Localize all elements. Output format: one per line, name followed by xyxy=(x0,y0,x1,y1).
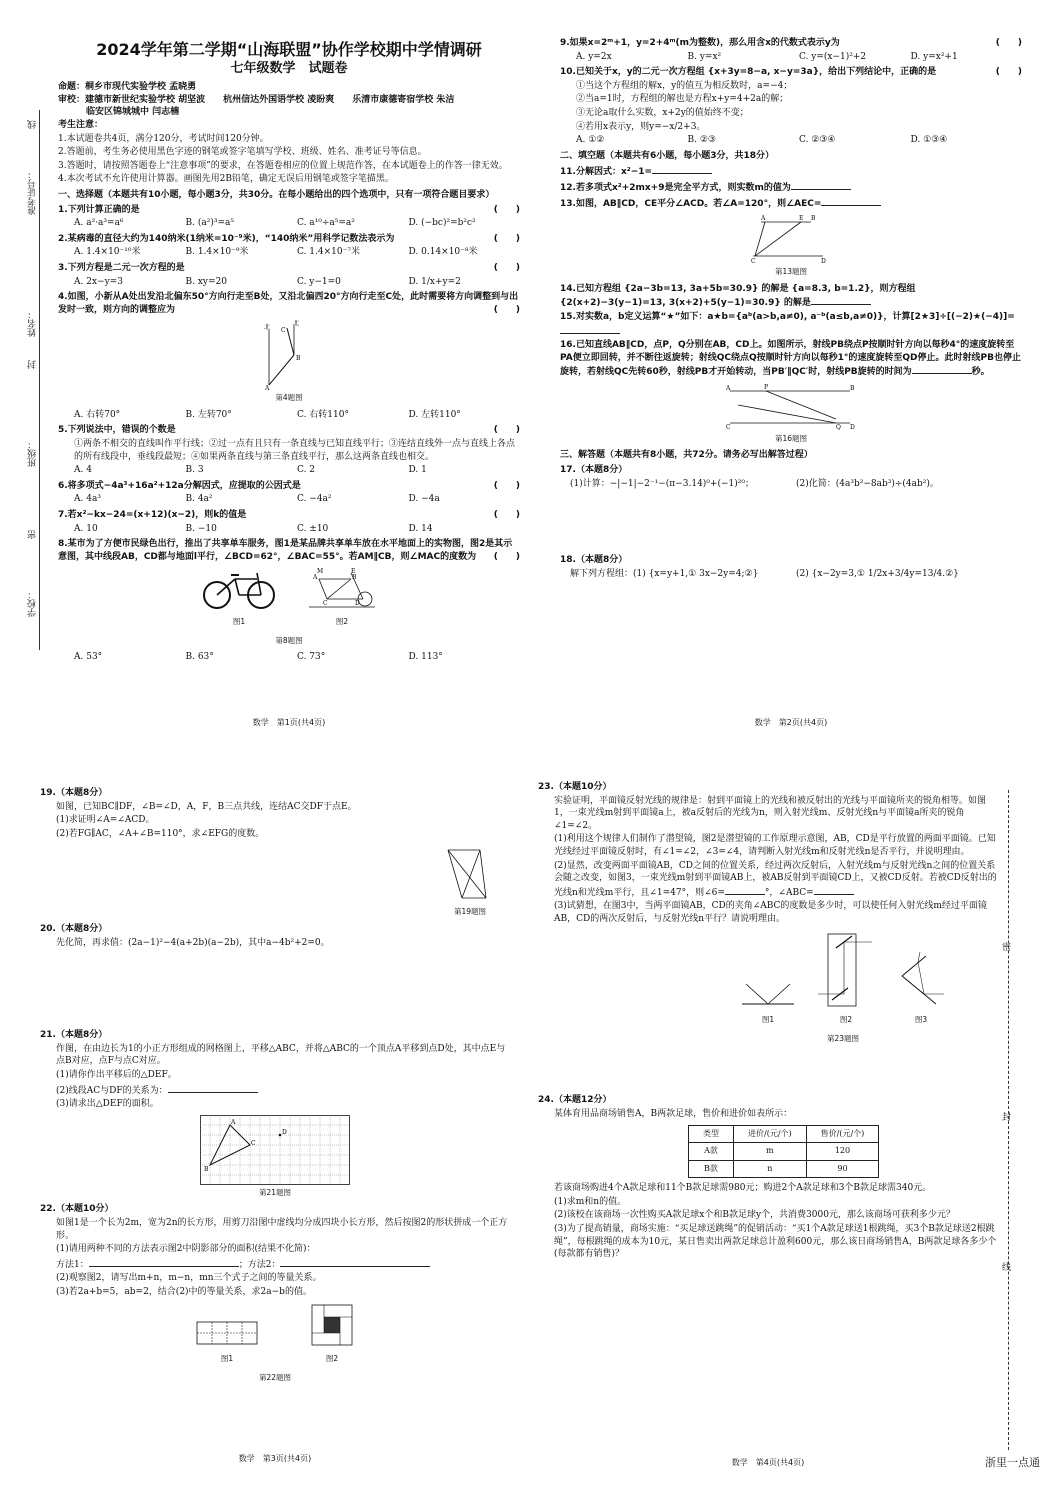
question-24: 24.（本题12分） xyxy=(538,1095,612,1106)
svg-text:B: B xyxy=(811,215,816,223)
label-exam-number: 准考证号： xyxy=(28,170,38,215)
svg-text:M: M xyxy=(317,568,324,576)
svg-text:B: B xyxy=(850,384,855,392)
answer-parens: ( ) xyxy=(493,204,520,215)
note-item: 4.本次考试不允许使用计算器。画图先用2B铅笔，确定无误后用钢笔或签字笔描黑。 xyxy=(58,174,394,185)
reviewer-line: 审校：建德市新世纪实验学校 胡坚波 杭州信达外国语学校 凌盼爽 乐清市康德寄宿学校 朱洁 xyxy=(58,94,455,105)
answer-blank[interactable] xyxy=(560,324,620,334)
svg-text:A: A xyxy=(761,215,766,223)
question-text: 10.已知关于x，y的二元一次方程组 {x+3y=8−a, x−y=3a}，给出下列结论中，正确的是 xyxy=(560,67,937,78)
answer-parens: ( ) xyxy=(995,38,1022,48)
answer-parens: ( ) xyxy=(493,551,520,562)
question-19: 19.（本题8分） xyxy=(40,788,108,798)
question-part: (2)若FG∥AC，∠A+∠B=110°，求∠EFG的度数。 xyxy=(56,828,265,839)
svg-text:B: B xyxy=(352,574,357,582)
question-15: 15.对实数a，b定义运算“★”如下：a★b={aᵇ(a>b,a≠0), a⁻ᵇ(a≤b,a≠0)}，计算[2★3]÷[(−2)★(−4)]= xyxy=(560,311,1022,338)
question-22: 22.（本题10分） xyxy=(40,1204,114,1215)
parallel-lines-diagram xyxy=(751,214,831,264)
section-heading-choice: 一、选择题（本题共有10小题，每小题3分，共30分。在每小题给出的四个选项中，只有一项符合题目要求） xyxy=(58,189,495,200)
table-row: B款 n 90 xyxy=(689,1160,879,1178)
caption-fig1: 图1 xyxy=(232,617,246,626)
question-text: 作图，在由边长为1的小正方形组成的网格图上，平移△ABC，并将△ABC的一个顶点A平移到点D处，其中点E与点B对应，点F与点C对应。 xyxy=(56,1043,506,1067)
page-3 xyxy=(40,786,510,1466)
figure-q23 xyxy=(538,930,998,1031)
answer-parens: ( ) xyxy=(493,262,520,273)
caption-fig1: 图1 xyxy=(220,1354,234,1364)
margin-mark-secret: 密 xyxy=(28,530,38,539)
answer-parens: ( ) xyxy=(493,425,520,436)
exam-subtitle: 七年级数学 试题卷 xyxy=(230,60,348,76)
bicycle-photo-icon xyxy=(201,569,277,611)
note-item: 2.答题前，考生务必使用黑色字迹的钢笔或签字笔填写学校、班级、姓名、准考证号等信息。 xyxy=(58,147,427,158)
question-21: 21.（本题8分） xyxy=(40,1030,108,1041)
figure-q8 xyxy=(58,567,520,632)
question-text: 某体育用品商场销售A，B两款足球，售价和进价如表所示： xyxy=(554,1108,793,1119)
caption-fig1: 图1 xyxy=(761,1015,775,1025)
question-text: 实验证明，平面镜反射光线的规律是：射到平面镜上的光线和被反射出的光线与平面镜所夹的锐角相等。如图1，一束光线m射到平面镜a上，被a反射后的光线为n，则入射光线m、反射光线n与平面镜a所夹的锐角∠1=∠2。 xyxy=(554,795,987,831)
svg-text:D: D xyxy=(282,1128,287,1136)
svg-text:Q: Q xyxy=(836,423,841,431)
question-text: 1.下列计算正确的是 xyxy=(58,204,140,215)
question-part: (2)线段AC与DF的关系为： xyxy=(40,1083,510,1098)
svg-text:E: E xyxy=(799,215,804,223)
question-text: 若该商场购进4个A款足球和11个B款足球需980元；购进2个A款足球和3个B款足球需340元。 xyxy=(554,1183,932,1194)
figure-q19 xyxy=(40,844,510,904)
mirror-diagram xyxy=(740,980,796,1010)
figure-q21 xyxy=(40,1115,510,1185)
svg-text:A: A xyxy=(313,574,318,582)
caption-q21: 第21题图 xyxy=(258,1187,292,1197)
rectangle-diagram xyxy=(195,1318,259,1348)
question-part: (1)求证明∠A=∠ACD。 xyxy=(56,815,155,826)
question-2 xyxy=(58,233,520,246)
label-school: 学校： xyxy=(28,590,38,617)
note-item: 3.答题时，请按照答题卷上“注意事项”的要求，在答题卷相应的位置上规范作答，在本试题卷上的作答一律无效。 xyxy=(58,160,508,171)
question-part: (1)请用两种不同的方法表示图2中阴影部分的面积(结果不化简)： xyxy=(56,1244,316,1255)
question-11: 11.分解因式：x²−1= xyxy=(560,164,1022,179)
price-table xyxy=(688,1125,879,1179)
question-16: 16.已知直线AB∥CD，点P，Q分别在AB，CD上。如图所示，射线PB绕点P按顺时针方向以每秒4°的速度旋转至PA便立即回转，并不断往返旋转；射线QC绕点Q按顺时针方向以每秒1°的速度旋转至QD停止。此时射线PB也停止旋转，若射线QC先转60秒，射线PB才开始转动，当PB′∥QC′时，射线PB旋转的时间为 秒。 xyxy=(560,340,1021,378)
caption-fig2: 图2 xyxy=(325,1354,339,1364)
svg-text:C: C xyxy=(281,327,286,335)
question-text: 8.某市为了方便市民绿色出行，推出了共享单车服务，图1是某品牌共享单车放在水平地面上的实物图，图2是其示意图，其中线段AB，CD都与地面l平行，∠BCD=62°，∠BAC=55°。若AM∥CB，则∠MAC的度数为 xyxy=(58,539,513,562)
answer-blank[interactable] xyxy=(89,1257,239,1267)
options-2: A. 1.4×10⁻¹⁰米 B. 1.4×10⁻⁹米 C. 1.4×10⁻⁷米 D. 0.14×10⁻⁸米 xyxy=(74,247,478,258)
svg-text:北: 北 xyxy=(293,320,300,328)
answer-blank[interactable] xyxy=(912,364,972,374)
answer-blank[interactable] xyxy=(814,885,854,895)
options-3: A. 2x−y=3 B. xy=20 C. y−1=0 D. 1/x+y=2 xyxy=(74,276,461,287)
page-footer: 数学 第1页(共4页) xyxy=(252,718,326,728)
grid-diagram xyxy=(200,1115,350,1185)
question-text: 如图，已知BC∥DF，∠B=∠D，A，F，B三点共线，连结AC交DF于点E。 xyxy=(56,801,357,812)
answer-blank[interactable] xyxy=(280,1257,430,1267)
parallel-lines-diagram xyxy=(440,844,490,904)
question-part: (2)该校在该商场一次性购买A款足球x个和B款足球y个，共消费3000元，那么该商场可获利多少元？ xyxy=(554,1210,955,1221)
section-heading-fill: 二、填空题（本题共有6小题，每小题3分，共18分） xyxy=(560,150,775,161)
question-text: 2.某病毒的直径大约为140纳米(1纳米=10⁻⁹米)，“140纳米”用科学记数法表示为 xyxy=(58,233,395,244)
section-heading-solve: 三、解答题（本题共有8小题，共72分。请务必写出解答过程） xyxy=(560,450,813,461)
angled-mirror-diagram xyxy=(896,950,946,1010)
svg-text:D: D xyxy=(821,258,826,265)
question-10 xyxy=(560,66,1022,79)
author-line: 命题：桐乡市现代实验学校 孟晓勇 xyxy=(58,82,197,93)
answer-blank[interactable] xyxy=(168,1083,258,1093)
question-1 xyxy=(58,204,520,217)
question-20: 20.（本题8分） xyxy=(40,923,108,934)
caption-q16: 第16题图 xyxy=(774,433,808,443)
answer-blank[interactable] xyxy=(811,295,871,305)
caption-q23: 第23题图 xyxy=(826,1033,860,1043)
options-7: A. 10 B. −10 C. ±10 D. 14 xyxy=(74,523,433,534)
statement: ②当a=1时，方程组的解也是方程x+y=4+2a的解； xyxy=(576,94,789,105)
question-text: 9.如果x=2ᵐ+1，y=2+4ᵐ(m为整数)，那么用含x的代数式表示y为 xyxy=(560,38,840,48)
question-7 xyxy=(58,509,520,522)
label-name: 姓名： xyxy=(28,310,38,337)
question-text: 4.如图，小新从A处出发沿北偏东50°方向行走至B处，又沿北偏西20°方向行走至C处，此时需要将方向调整到与出发时一致，则方向的调整应为 xyxy=(58,292,519,315)
question-part: (3)若2a+b=5，ab=2，结合(2)中的等量关系，求2a−b的值。 xyxy=(56,1286,312,1297)
options-4: A. 右转70° B. 左转70° C. 右转110° D. 左转110° xyxy=(74,409,461,420)
answer-parens: ( ) xyxy=(493,480,520,491)
answer-parens: ( ) xyxy=(493,304,520,315)
caption-fig2: 图2 xyxy=(839,1015,853,1025)
svg-text:C: C xyxy=(323,600,328,608)
figure-q16 xyxy=(560,383,1022,431)
page-footer: 数学 第3页(共4页) xyxy=(238,1454,312,1464)
answer-parens: ( ) xyxy=(493,510,520,521)
question-part: (3)请求出△DEF的面积。 xyxy=(56,1099,159,1110)
direction-diagram xyxy=(259,320,319,390)
svg-text:A: A xyxy=(231,1118,236,1126)
question-text: 3.下列方程是二元一次方程的是 xyxy=(58,262,185,273)
question-text: 先化简，再求值：(2a−1)²−4(a+2b)(a−2b)，其中a−4b²+2=0。 xyxy=(56,937,330,948)
svg-text:C: C xyxy=(726,423,731,431)
svg-text:B: B xyxy=(204,1165,209,1173)
svg-text:A: A xyxy=(726,384,731,392)
page-1 xyxy=(58,40,520,730)
margin-mark-seal: 封 xyxy=(1002,1113,1012,1123)
answer-parens: ( ) xyxy=(493,233,520,244)
margin-mark-line: 线 xyxy=(1002,1263,1012,1273)
svg-text:北: 北 xyxy=(264,324,271,332)
caption-q19: 第19题图 xyxy=(453,907,486,917)
question-14: 14.已知方程组 {2a−3b=13, 3a+5b=30.9} 的解是 {a=8.3, b=1.2}，则方程组 {2(x+2)−3(y−1)=13, 3(x+2)+5(y−1)=30.9} 的解是 xyxy=(560,283,916,309)
note-item: 1.本试题卷共4页，满分120分，考试时间120分钟。 xyxy=(58,133,269,144)
question-18: 18.（本题8分） xyxy=(560,555,628,566)
page-footer: 数学 第2页(共4页) xyxy=(754,718,828,728)
question-part: (1)求m和n的值。 xyxy=(554,1196,627,1207)
caption-q22: 第22题图 xyxy=(258,1372,292,1382)
caption-q13: 第13题图 xyxy=(774,267,808,277)
margin-mark-line: 线 xyxy=(28,120,38,129)
options-9: A. y=2x B. y=x² C. y=(x−1)²+2 D. y=x²+1 xyxy=(576,51,958,62)
question-part: 方法1： ；方法2： xyxy=(40,1257,510,1272)
svg-text:C: C xyxy=(251,1139,256,1147)
question-23: 23.（本题10分） xyxy=(538,782,612,792)
reviewer-line-2: 临安区锦城城中 闫志楠 xyxy=(86,107,180,118)
question-12: 12.若多项式x²+2mx+9是完全平方式，则实数m的值为 xyxy=(560,180,1022,195)
question-4 xyxy=(58,291,520,316)
figure-q4 xyxy=(58,320,520,390)
question-8 xyxy=(58,538,520,563)
svg-text:D: D xyxy=(355,600,360,608)
answer-parens: ( ) xyxy=(995,67,1022,78)
watermark: 浙里一点通 xyxy=(985,1456,1040,1469)
answer-blank[interactable] xyxy=(652,164,712,174)
options-5: A. 4 B. 3 C. 2 D. 1 xyxy=(74,465,427,476)
statement: ④若用x表示y，则y=−x/2+3。 xyxy=(576,121,706,132)
question-5-statements: ①两条不相交的直线叫作平行线；②过一点有且只有一条直线与已知直线平行；③连结直线外一点与直线上各点的所有线段中，垂线段最短；④如果两条直线与第三条直线平行，那么这两条直线也相交。 xyxy=(74,439,516,462)
question-text: 5.下列说法中，错误的个数是 xyxy=(58,425,176,436)
statement: ①当这个方程组的解x，y的值互为相反数时，a=−4； xyxy=(576,80,793,91)
page-4 xyxy=(538,780,998,1470)
question-text: 6.将多项式−4a³+16a²+12a分解因式，应提取的公因式是 xyxy=(58,480,301,491)
svg-text:A: A xyxy=(265,385,270,391)
periscope-diagram xyxy=(818,930,874,1010)
question-18-parts: 解下列方程组：(1) {x=y+1,① 3x−2y=4;②} (2) {x−2y=3,① 1/2x+3/4y=13/4.②} xyxy=(570,568,959,579)
caption-fig3: 图3 xyxy=(914,1015,928,1025)
options-6: A. 4a³ B. 4a² C. −4a² D. −4a xyxy=(74,494,440,505)
page-2 xyxy=(560,36,1022,730)
options-8: A. 53° B. 63° C. 73° D. 113° xyxy=(74,652,443,663)
statement: ③无论a取什么实数，x+2y的值始终不变； xyxy=(576,107,749,118)
question-text: 如图1是一个长为2m，宽为2n的长方形，用剪刀沿图中虚线均分成四块小长方形，然后按图2的形状拼成一个正方形。 xyxy=(56,1217,508,1241)
binding-margin-right xyxy=(1002,930,1016,1273)
question-part: (1)请你作出平移后的△DEF。 xyxy=(56,1069,177,1080)
options-10: A. ①② B. ②③ C. ②③④ D. ①③④ xyxy=(576,135,948,146)
question-5 xyxy=(58,424,520,437)
caption-q8: 第8题图 xyxy=(275,635,303,645)
question-part: (1)利用这个规律人们制作了潜望镜，图2是潜望镜的工作原理示意图，AB，CD是平行放置的两面平面镜。已知光线经过平面镜反射时，有∠1=∠2，∠3=∠4，请判断入射光线m和反射光线n是否平行，并说明理由。 xyxy=(554,834,996,857)
question-part: (2)显然，改变两面平面镜AB，CD之间的位置关系，经过两次反射后，入射光线m与反射光线n之间的位置关系会随之改变，如图3，一束光线m射到平面镜AB上，被AB反射到平面镜CD上，又被CD反射。若被CD反射出的光线n和光线m平行，且∠1=47°，则∠6= °，∠ABC= xyxy=(554,860,997,898)
question-3 xyxy=(58,262,520,275)
svg-text:D: D xyxy=(850,423,855,431)
question-part: (2)观察图2，请写出m+n，m−n，mn三个式子之间的等量关系。 xyxy=(56,1273,322,1284)
caption-q4: 第4题图 xyxy=(275,393,303,403)
svg-text:P: P xyxy=(764,383,769,391)
question-part: (3)试猜想，在图3中，当两平面镜AB，CD的夹角∠ABC的度数是多少时，可以使任何入射光线m经过平面镜AB，CD的两次反射后，与反射光线n平行？请说明理由。 xyxy=(554,901,987,924)
binding-margin xyxy=(6,110,48,650)
question-13: 13.如图，AB∥CD，CE平分∠ACD。若∠A=120°，则∠AEC= xyxy=(560,196,1022,211)
page-footer: 数学 第4页(共4页) xyxy=(731,1458,805,1468)
figure-q22 xyxy=(40,1302,510,1369)
figure-q13 xyxy=(560,214,1022,264)
binding-line xyxy=(39,110,40,650)
bicycle-diagram xyxy=(307,567,377,611)
question-part: (3)为了提高销量，商场实施：“买足球送跳绳”的促销活动：“买1个A款足球送1根跳绳，买3个B款足球送2根跳绳”，每根跳绳的成本为10元，某日售卖出两款足球总计盈利600元，那么该日商场销售A，B两款足球各多少个(每款都有销售)？ xyxy=(554,1224,997,1260)
rotating-rays-diagram xyxy=(726,383,856,431)
answer-blank[interactable] xyxy=(725,885,765,895)
label-class: 班级： xyxy=(28,440,38,467)
options-1: A. a²·a³=a⁶ B. (a²)³=a⁵ C. a¹⁰÷a⁵=a² D. (−bc)²=b²c² xyxy=(74,218,476,229)
table-header-row: 类型 进价/(元/个) 售价/(元/个) xyxy=(689,1125,879,1143)
exam-title: 2024学年第二学期“山海联盟”协作学校期中学情调研 xyxy=(96,40,482,59)
svg-text:B: B xyxy=(296,355,301,363)
answer-blank[interactable] xyxy=(821,196,881,206)
question-17: 17.（本题8分） xyxy=(560,465,628,476)
square-diagram xyxy=(309,1302,355,1348)
question-6 xyxy=(58,480,520,493)
question-text: 7.若x²−kx−24=(x+12)(x−2)，则k的值是 xyxy=(58,510,247,521)
margin-mark-seal: 封 xyxy=(28,360,38,369)
question-9 xyxy=(560,37,1022,50)
notes-heading: 考生注意： xyxy=(58,119,104,130)
question-17-parts: (1)计算：−|−1|−2⁻¹−(π−3.14)⁰+(−1)²⁰； (2)化简：(4a³b²−8ab³)÷(4ab²)。 xyxy=(570,478,939,489)
caption-fig2: 图2 xyxy=(335,617,349,626)
margin-mark-secret: 密 xyxy=(1002,943,1012,953)
svg-text:E: E xyxy=(351,568,356,576)
answer-blank[interactable] xyxy=(791,180,851,190)
svg-text:C: C xyxy=(751,258,756,265)
table-row: A款 m 120 xyxy=(689,1143,879,1161)
